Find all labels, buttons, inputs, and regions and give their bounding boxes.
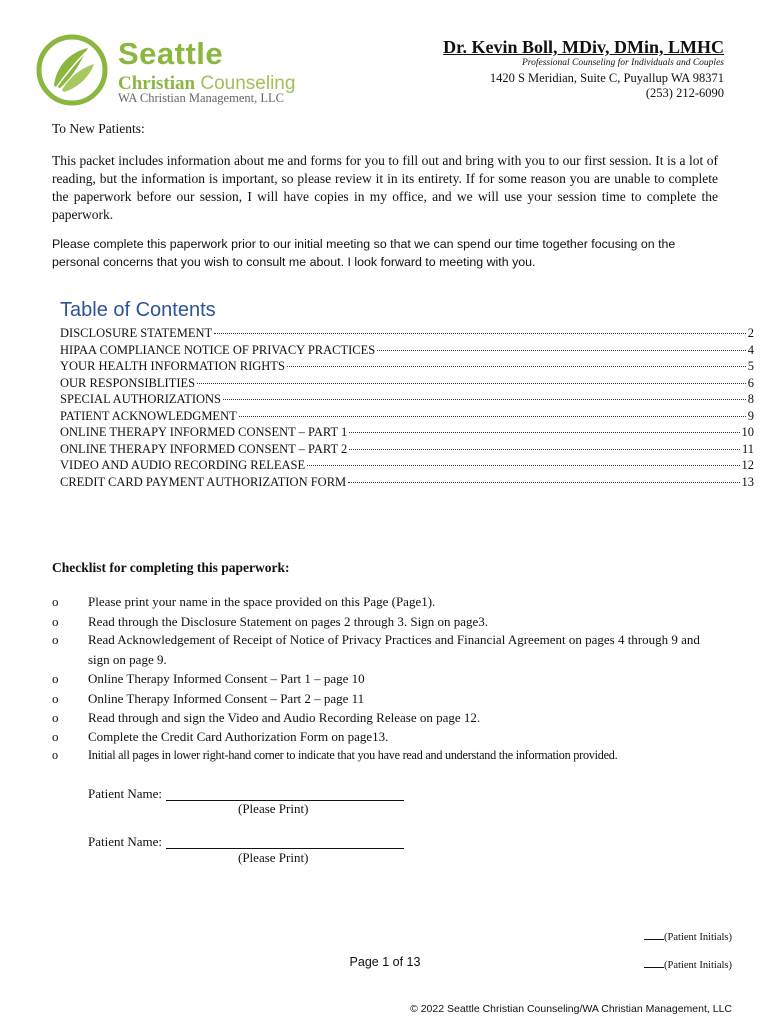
checklist-item: [52, 630, 712, 670]
toc-entry-title: ONLINE THERAPY INFORMED CONSENT – PART 2: [60, 441, 348, 456]
checklist-item-text: Read Acknowledgement of Receipt of Notice of Privacy Practices and Financial Agreement on pages 4 through 9 and sign on page 9.: [88, 632, 700, 667]
toc-entry-title: YOUR HEALTH INFORMATION RIGHTS: [60, 359, 285, 373]
toc-entry-page: 10: [741, 425, 754, 439]
checklist-item-text: Read through the Disclosure Statement on pages 2 through 3. Sign on page3.: [88, 614, 489, 629]
bullet-icon: o: [52, 710, 59, 725]
toc-entry-page: 9: [747, 408, 754, 423]
initials-field[interactable]: [644, 939, 664, 940]
toc-entry-page: 11: [741, 441, 754, 456]
initials-label: (Patient Initials): [664, 960, 732, 971]
toc-entry-page: 8: [747, 392, 754, 406]
bullet-icon: o: [52, 614, 59, 629]
toc-leader: [348, 482, 739, 483]
checklist-item: [52, 689, 712, 709]
toc-entry[interactable]: [60, 458, 754, 475]
toc-entry[interactable]: [60, 392, 754, 409]
practice-address: 1420 S Meridian, Suite C, Puyallup WA 98371: [489, 71, 724, 85]
toc-entry-title: DISCLOSURE STATEMENT: [60, 326, 213, 340]
checklist-item: [52, 592, 712, 612]
toc-entry-page: 13: [741, 474, 754, 489]
bullet-icon: o: [52, 729, 59, 744]
toc-leader: [307, 465, 739, 466]
bullet-icon: o: [52, 594, 59, 609]
bullet-icon: o: [52, 671, 59, 686]
toc-heading: Table of Contents: [60, 299, 216, 321]
practice-phone: (253) 212-6090: [645, 86, 724, 100]
please-print-hint: (Please Print): [238, 850, 309, 865]
bullet-icon: o: [52, 691, 59, 706]
patient-initials: [644, 932, 732, 943]
toc-entry-title: CREDIT CARD PAYMENT AUTHORIZATION FORM: [60, 474, 347, 489]
toc-entry-page: 4: [747, 342, 754, 357]
company-name: WA Christian Management, LLC: [118, 91, 284, 105]
greeting: To New Patients:: [52, 121, 145, 136]
practice-tagline: Professional Counseling for Individuals and Couples: [521, 58, 724, 68]
logo-title: Seattle: [118, 36, 224, 71]
toc-entry-title: ONLINE THERAPY INFORMED CONSENT – PART 1: [60, 425, 348, 439]
toc-entry[interactable]: [60, 409, 754, 426]
toc-entry[interactable]: [60, 475, 754, 492]
patient-name-field[interactable]: [166, 786, 404, 801]
toc-entry-title: VIDEO AND AUDIO RECORDING RELEASE: [60, 458, 306, 472]
logo-subtitle-light: Counseling: [195, 73, 296, 94]
toc-entry[interactable]: [60, 343, 754, 360]
copyright: © 2022 Seattle Christian Counseling/WA Christian Management, LLC: [410, 1003, 732, 1015]
initials-label: (Patient Initials): [664, 932, 732, 943]
checklist-item: [52, 708, 712, 728]
checklist-item: [52, 746, 712, 766]
toc-entry[interactable]: [60, 425, 754, 442]
toc-leader: [349, 449, 740, 450]
toc-entry-title: SPECIAL AUTHORIZATIONS: [60, 392, 221, 406]
toc-leader: [197, 383, 746, 384]
intro-paragraph: This packet includes information about me and forms for you to fill out and bring with you to our first session. It is a lot of reading, but the information is important, so please review it in its entirety. If for some reason you are unable to complete the paperwork before our session, I will have copies in my office, and we will use your session time to complete the paperwork.: [52, 153, 718, 222]
patient-name-field[interactable]: [166, 834, 404, 849]
checklist-title: Checklist for completing this paperwork:: [52, 560, 290, 575]
toc-entry[interactable]: [60, 442, 754, 459]
patient-name-label: Patient Name:: [88, 834, 163, 849]
toc-entry[interactable]: [60, 359, 754, 376]
table-of-contents: [60, 326, 754, 491]
checklist-item-text: Complete the Credit Card Authorization Form on page13.: [88, 729, 389, 744]
toc-entry[interactable]: [60, 376, 754, 393]
checklist-item: [52, 727, 712, 747]
checklist-item-text: Read through and sign the Video and Audio Recording Release on page 12.: [88, 710, 481, 725]
checklist-item-text: Initial all pages in lower right-hand corner to indicate that you have read and understand the information provided.: [88, 748, 618, 762]
toc-entry-title: PATIENT ACKNOWLEDGMENT: [60, 408, 237, 423]
toc-leader: [214, 333, 746, 334]
patient-name-label: Patient Name:: [88, 786, 163, 801]
toc-leader: [223, 399, 746, 400]
bullet-icon: o: [52, 632, 59, 647]
checklist-item: [52, 612, 712, 632]
toc-leader: [377, 350, 746, 351]
toc-leader: [287, 366, 746, 367]
toc-entry[interactable]: [60, 326, 754, 343]
toc-entry-page: 12: [741, 458, 754, 472]
toc-entry-title: OUR RESPONSIBLITIES: [60, 375, 196, 390]
leaf-logo-icon: [36, 34, 108, 106]
toc-entry-page: 2: [747, 326, 754, 340]
checklist-item-text: Online Therapy Informed Consent – Part 2 – page 11: [88, 691, 365, 706]
toc-entry-page: 5: [747, 359, 754, 373]
toc-entry-title: HIPAA COMPLIANCE NOTICE OF PRIVACY PRACTICES: [60, 342, 376, 357]
toc-leader: [239, 416, 746, 417]
page-number: Page 1 of 13: [349, 955, 421, 969]
please-print-hint: (Please Print): [238, 801, 309, 816]
doctor-name: Dr. Kevin Boll, MDiv, DMin, LMHC: [443, 37, 724, 57]
checklist-item-text: Online Therapy Informed Consent – Part 1 – page 10: [88, 671, 365, 686]
checklist-item-text: Please print your name in the space provided on this Page (Page1).: [88, 594, 436, 609]
checklist-item: [52, 669, 712, 689]
bullet-icon: o: [52, 748, 58, 762]
toc-entry-page: 6: [747, 375, 754, 390]
toc-leader: [349, 432, 739, 433]
instructions-paragraph: Please complete this paperwork prior to our initial meeting so that we can spend our time together focusing on the personal concerns that you wish to consult me about. I look forward to meeting with you.: [52, 237, 676, 269]
logo-subtitle-bold: Christian: [118, 73, 196, 94]
